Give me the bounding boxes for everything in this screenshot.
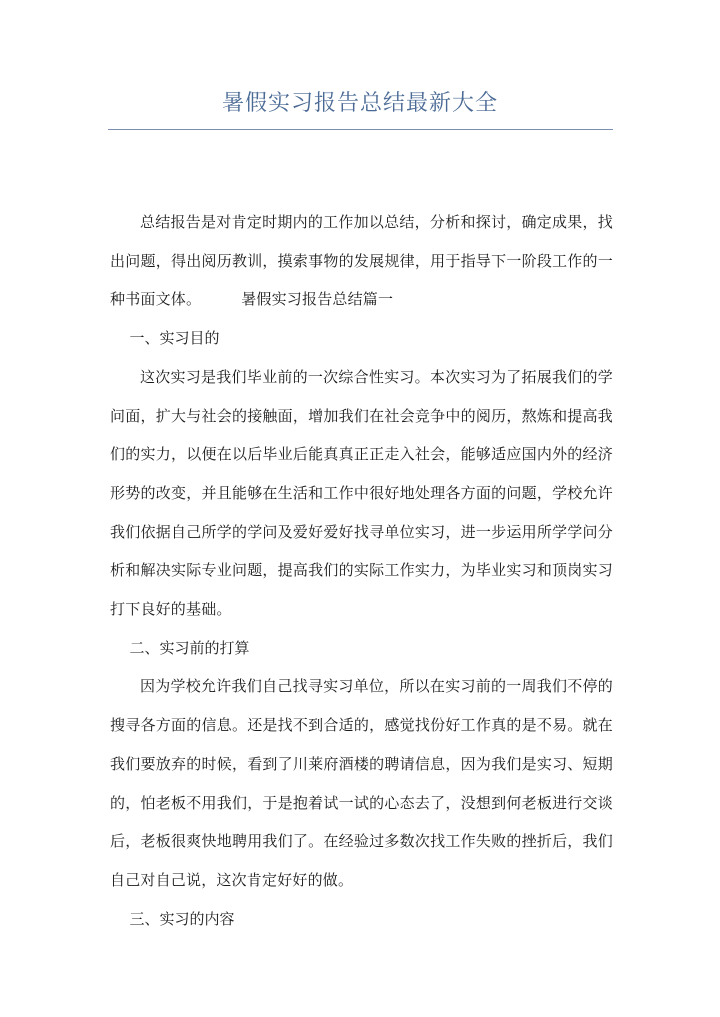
section-heading-purpose: 一、实习目的 <box>129 329 220 348</box>
section-paragraph-preparation: 因为学校允许我们自己找寻实习单位，所以在实习前的一周我们不停的搜寻各方面的信息。还是找不到合适的，感觉找份好工作真的是不易。就在我们要放弃的时候，看到了川莱府酒楼的聘请信息，因为我们是实习、短期的，怕老板不用我们，于是抱着试一试的心态去了，没想到何老板进行交谈后，老板很爽快地聘用我们了。在经验过多数次找工作失败的挫折后，我们自己对自己说，这次肯定好好的做。 <box>110 677 613 889</box>
section-heading-preparation: 二、实习前的打算 <box>129 638 250 657</box>
title-underline <box>108 129 613 130</box>
intro-text: 总结报告是对肯定时期内的工作加以总结，分析和探讨，确定成果，找出问题，得出阅历教训，摸索事物的发展规律，用于指导下一阶段工作的一种书面文体。 <box>110 213 613 309</box>
intro-paragraph <box>110 203 613 319</box>
document-title: 暑假实习报告总结最新大全 <box>221 91 498 116</box>
intro-chapter-label: 暑假实习报告总结篇一 <box>241 290 394 309</box>
document-body <box>110 203 613 938</box>
section-heading-content: 三、实习的内容 <box>129 909 235 928</box>
section-paragraph-purpose: 这次实习是我们毕业前的一次综合性实习。本次实习为了拓展我们的学问面，扩大与社会的接触面，增加我们在社会竞争中的阅历，熬炼和提高我们的实力，以便在以后毕业后能真真正正走入社会，能够适应国内外的经济形势的改变，并且能够在生活和工作中很好地处理各方面的问题，学校允许我们依据自己所学的学问及爱好爱好找寻单位实习，进一步运用所学学问分析和解决实际专业问题，提高我们的实际工作实力，为毕业实习和顶岗实习打下良好的基础。 <box>110 367 613 619</box>
